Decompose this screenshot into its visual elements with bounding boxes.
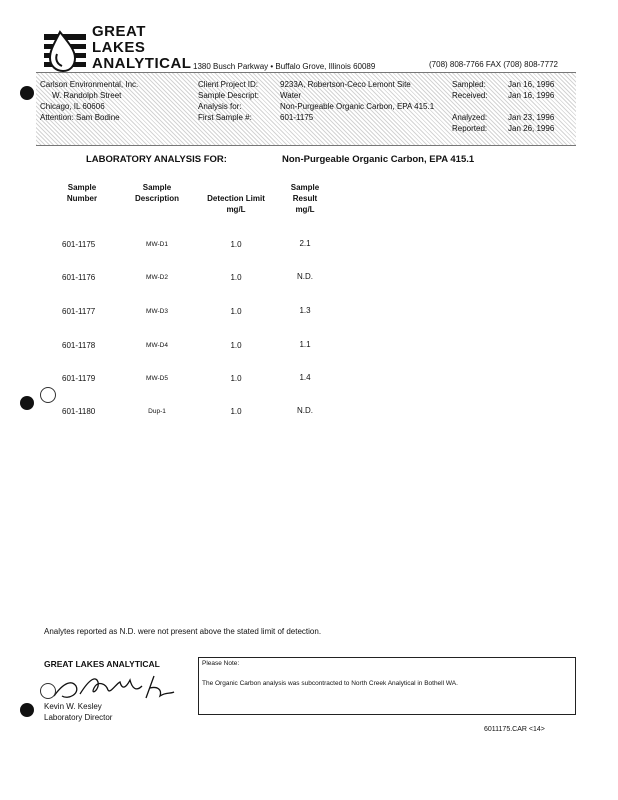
- signer-name: Kevin W. Kesley: [44, 702, 102, 711]
- row-sample-number: 601-1175: [62, 240, 96, 249]
- client-name: Carlson Environmental, Inc.: [40, 80, 139, 89]
- sampled-label: Sampled:: [452, 80, 486, 89]
- row-detection-limit: 1.0: [230, 374, 242, 383]
- column-header-sample-description: Sample Description: [134, 183, 179, 203]
- client-city: Chicago, IL 60606: [40, 102, 105, 111]
- row-sample-description: MW-D2: [146, 274, 168, 281]
- analysis-for-label: Analysis for:: [198, 102, 242, 111]
- analysis-for-value: Non-Purgeable Organic Carbon, EPA 415.1: [280, 102, 435, 111]
- row-sample-number: 601-1179: [62, 374, 96, 383]
- received-label: Received:: [452, 91, 488, 100]
- row-sample-description: Dup-1: [148, 408, 166, 415]
- row-sample-result: N.D.: [297, 272, 313, 281]
- first-sample-value: 601-1175: [280, 113, 314, 122]
- note-text: The Organic Carbon analysis was subcontracted to North Creek Analytical in Bothell WA.: [202, 680, 458, 687]
- row-detection-limit: 1.0: [230, 273, 242, 282]
- row-detection-limit: 1.0: [230, 307, 242, 316]
- row-sample-result: 1.1: [299, 340, 311, 349]
- signer-title: Laboratory Director: [44, 713, 113, 722]
- sample-descript-value: Water: [280, 91, 302, 100]
- first-sample-label: First Sample #:: [198, 113, 252, 122]
- row-sample-result: N.D.: [297, 406, 313, 415]
- reported-label: Reported:: [452, 124, 488, 133]
- client-street: W. Randolph Street: [52, 91, 122, 100]
- hole-outline-icon: [40, 683, 56, 699]
- row-sample-result: 1.4: [299, 373, 311, 382]
- row-sample-description: MW-D1: [146, 241, 168, 248]
- client-attention: Attention: Sam Bodine: [40, 113, 120, 122]
- row-sample-description: MW-D4: [146, 342, 168, 349]
- row-sample-result: 1.3: [299, 306, 311, 315]
- sampled-value: Jan 16, 1996: [508, 80, 555, 89]
- punch-hole-icon: [20, 86, 34, 100]
- signature-icon: [50, 672, 180, 706]
- project-id-label: Client Project ID:: [198, 80, 259, 89]
- project-id-value: 9233A, Robertson-Ceco Lemont Site: [280, 80, 411, 89]
- analyzed-value: Jan 23, 1996: [508, 113, 555, 122]
- file-reference: 6011175.CAR <14>: [484, 726, 545, 733]
- row-sample-number: 601-1180: [62, 407, 96, 416]
- company-address: 1380 Busch Parkway • Buffalo Grove, Illinois 60089: [193, 62, 376, 71]
- analyzed-label: Analyzed:: [452, 113, 488, 122]
- received-value: Jan 16, 1996: [508, 91, 555, 100]
- nd-footnote: Analytes reported as N.D. were not present above the stated limit of detection.: [44, 627, 322, 636]
- company-phone-fax: (708) 808-7766 FAX (708) 808-7772: [429, 60, 558, 69]
- note-heading: Please Note:: [202, 660, 240, 667]
- sample-descript-label: Sample Descript:: [198, 91, 259, 100]
- row-sample-description: MW-D3: [146, 308, 168, 315]
- punch-hole-icon: [20, 396, 34, 410]
- column-header-sample-number: Sample Number: [66, 183, 98, 203]
- company-logo-icon: [44, 28, 86, 72]
- report-title-right: Non-Purgeable Organic Carbon, EPA 415.1: [282, 154, 475, 165]
- row-detection-limit: 1.0: [230, 240, 242, 249]
- row-sample-number: 601-1178: [62, 341, 96, 350]
- row-sample-description: MW-D5: [146, 375, 168, 382]
- column-header-sample-result: Sample Result mg/L: [290, 183, 320, 214]
- company-name: GREAT LAKES ANALYTICAL: [92, 23, 192, 72]
- report-title-left: LABORATORY ANALYSIS FOR:: [86, 154, 227, 165]
- row-detection-limit: 1.0: [230, 407, 242, 416]
- hole-outline-icon: [40, 387, 56, 403]
- row-sample-number: 601-1177: [62, 307, 96, 316]
- reported-value: Jan 26, 1996: [508, 124, 555, 133]
- signing-company: GREAT LAKES ANALYTICAL: [44, 659, 160, 669]
- row-detection-limit: 1.0: [230, 341, 242, 350]
- please-note-box: [198, 657, 576, 715]
- row-sample-number: 601-1176: [62, 273, 96, 282]
- punch-hole-icon: [20, 703, 34, 717]
- column-header-detection-limit: Detection Limit mg/L: [207, 194, 265, 214]
- row-sample-result: 2.1: [299, 239, 311, 248]
